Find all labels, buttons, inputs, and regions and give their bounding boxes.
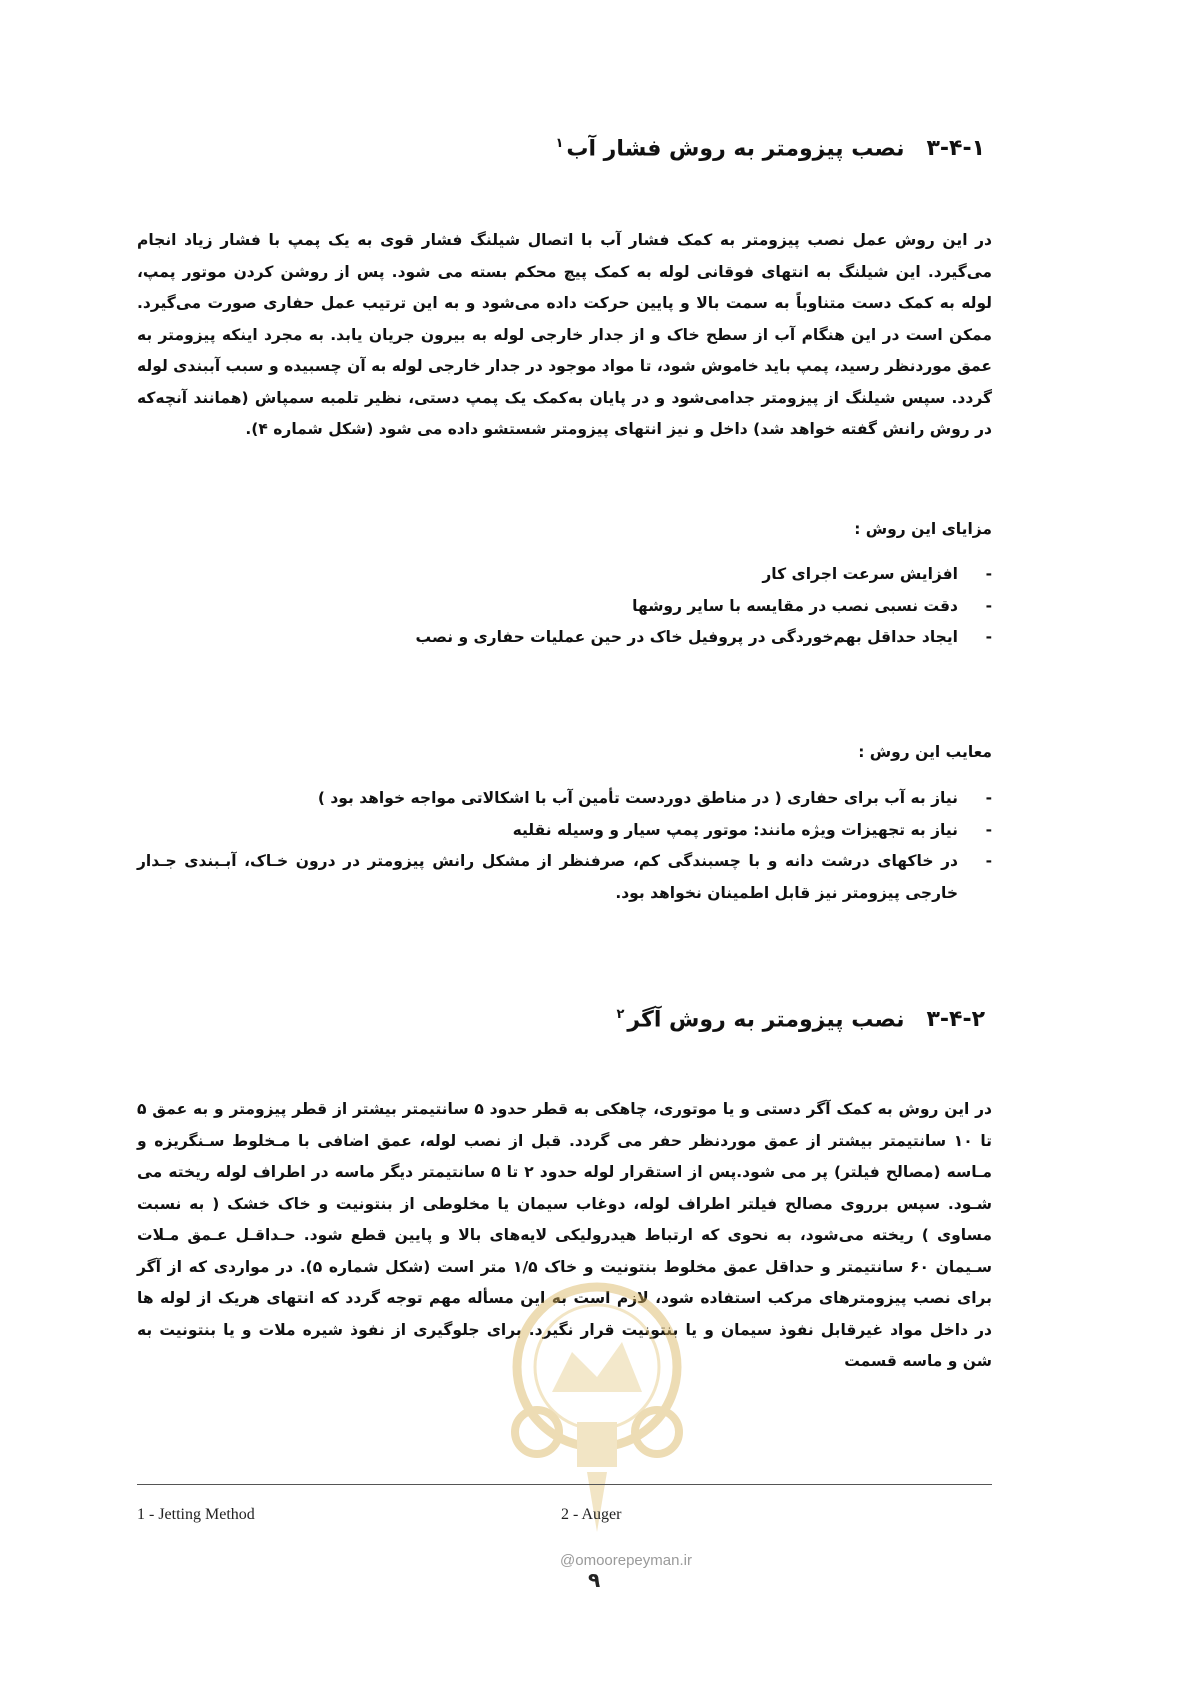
page-number: ۹ <box>588 1568 601 1592</box>
bullet-dash: - <box>985 596 992 615</box>
section-title: نصب پیزومتر به روش آگر <box>627 1007 905 1033</box>
section-title: نصب پیزومتر به روش فشار آب <box>566 136 905 162</box>
section-heading-1 <box>555 136 985 161</box>
section-heading-2 <box>616 1007 985 1032</box>
disadvantages-label: معایب این روش : <box>858 743 992 761</box>
list-item-text: ایجاد حداقل بهم‌خوردگی در پروفیل خاک در حین عملیات حفاری و نصب <box>415 628 958 646</box>
list-item-text: در خاکهای درشت دانه و با چسبندگی کم، صرفنظر از مشکل رانش پیزومتر در درون خـاک، آبـبندی جـدار خارجی پیزومتر نیز قابل اطمینان نخواهد بود. <box>137 852 958 902</box>
footnote-mark: ۲ <box>616 1007 625 1022</box>
advantages-label: مزایای این روش : <box>854 520 992 538</box>
list-item-text: نیاز به تجهیزات ویژه مانند: موتور پمپ سیار و وسیله نقلیه <box>512 820 958 839</box>
watermark-site-text: @omoorepeyman.ir <box>560 1552 692 1569</box>
section-number: ۳-۴-۱ <box>926 136 985 162</box>
list-item <box>137 815 992 847</box>
list-item <box>137 846 992 909</box>
footnote-1: 1 - Jetting Method <box>137 1506 255 1523</box>
bullet-dash: - <box>985 852 992 870</box>
list-item-text: افزایش سرعت اجرای کار <box>762 565 958 583</box>
paragraph-auger: در این روش به کمک آگر دستی و یا موتوری، چاهکی به قطر حدود ۵ سانتیمتر بیشتر از قطر پیزومتر و به عمق ۵ تا ۱۰ سانتیمتر بیشتر از عمق موردنظر حفر می گردد. قبل از نصب لوله، عمق اضافی با مـخلوط سـنگریزه و مـاسه (مصالح فیلتر) پر می شود.پس از استقرار لوله حدود ۲ تا ۵ سانتیمتر دیگر ماسه در اطراف لوله ریخته می شـود. سپس برروی مصالح فیلتر اطراف لوله، دوغاب سیمان یا مخلوطی از بنتونیت و خاک خشک ( به نسبت مساوی ) ریخته می‌شود، به نحوی که ارتباط هیدرولیکی لایه‌های بالا و پایین قطع شود. حـداقـل عـمق مـلات سـیمان ۶۰ سانتیمتر و حداقل عمق مخلوط بنتونیت و خاک ۱/۵ متر است (شکل شماره ۵). در مواردی که از آگر برای نصب پیزومترهای مرکب استفاده شود، لازم است به این مسأله مهم توجه گردد که انتهای هریک از لوله ها در داخل مواد غیرقابل نفوذ سیمان و یا بنتونیت قرار نگیرد. برای جلوگیری از نفوذ شیره ملات و یا بنتونیت به شن و ماسه قسمت <box>137 1100 993 1370</box>
list-item <box>137 622 992 654</box>
list-item-text: نیاز به آب برای حفاری ( در مناطق دوردست تأمین آب با اشکالاتی مواجه خواهد بود ) <box>317 789 958 807</box>
list-item <box>137 591 992 623</box>
paragraph-jetting: در این روش عمل نصب پیزومتر به کمک فشار آب با اتصال شیلنگ فشار قوی به یک پمپ با فشار زیاد انجام می‌گیرد. این شیلنگ به انتهای فوقانی لوله به کمک پیچ محکم بسته می شود. پس از روشن کردن موتور پمپ، لوله به کمک دست متناوباً به سمت بالا و پایین حرکت داده می‌شود و به این ترتیب عمل حفاری صورت می‌گیرد. ممکن است در این هنگام آب از سطح خاک و از جدار خارجی لوله به بیرون جریان یابد. به مجرد اینکه پیزومتر به عمق موردنظر رسید، پمپ باید خاموش شود، تا مواد موجود در جدار خارجی لوله به آن چسبیده و سبب آببندی لوله گردد. سپس شیلنگ از پیزومتر جدامی‌شود و در پایان به‌کمک یک پمپ دستی، نظیر تلمبه سمپاش (همانند آنچه‌که در روش رانش گفته خواهد شد) داخل و نیز انتهای پیزومتر شستشو داده می شود (شکل شماره ۴). <box>137 231 992 438</box>
disadvantages-list <box>137 783 992 909</box>
footnote-mark: ۱ <box>555 136 564 151</box>
footnote-2: 2 - Auger <box>561 1506 622 1523</box>
footnote-divider <box>137 1484 992 1485</box>
bullet-dash: - <box>985 628 992 646</box>
section-number: ۳-۴-۲ <box>926 1007 985 1033</box>
list-item <box>137 559 992 591</box>
advantages-list <box>137 559 992 654</box>
list-item-text: دقت نسبی نصب در مقایسه با سایر روشها <box>632 596 958 615</box>
list-item <box>137 783 992 815</box>
bullet-dash: - <box>985 820 992 839</box>
bullet-dash: - <box>985 565 992 583</box>
bullet-dash: - <box>985 789 992 807</box>
